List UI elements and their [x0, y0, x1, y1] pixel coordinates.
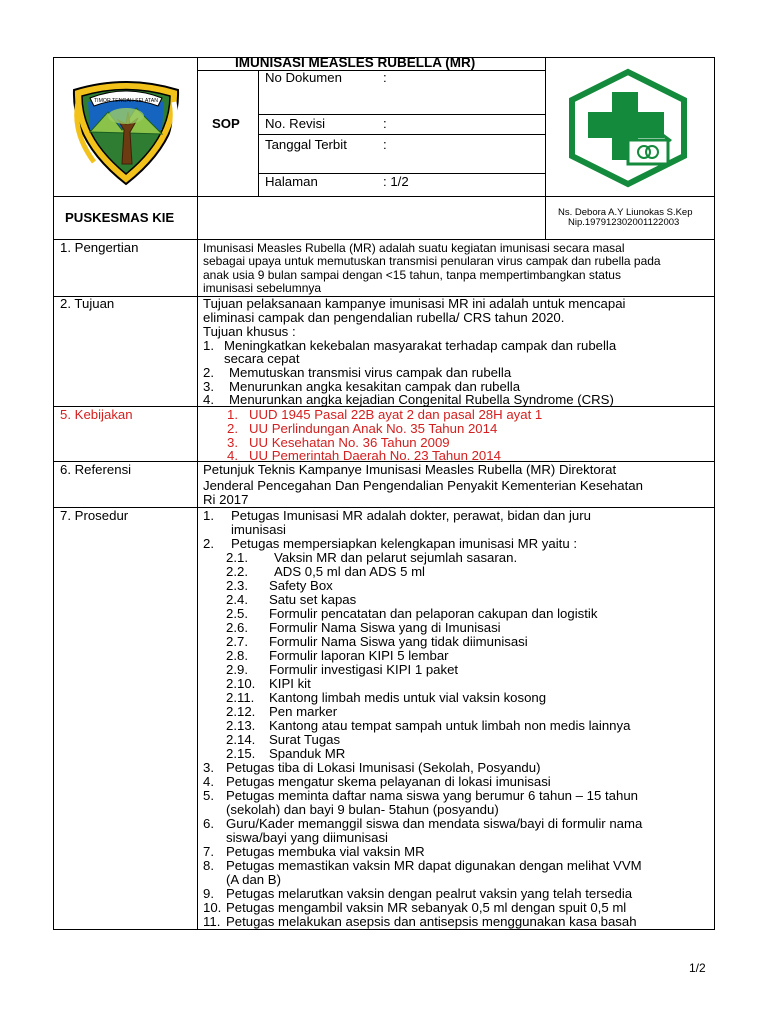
no-revisi-label: No. Revisi [265, 116, 326, 131]
tujuan-label: 2. Tujuan [60, 296, 115, 311]
document-title: IMUNISASI MEASLES RUBELLA (MR) [235, 55, 476, 70]
tujuan-line: eliminasi campak dan pengendalian rubella/ CRS tahun 2020. [203, 310, 565, 325]
prosedur-step-text: (A dan B) [226, 872, 281, 887]
tujuan-item-num: 1. [203, 338, 214, 353]
prosedur-subitem-text: KIPI kit [269, 676, 311, 691]
pengertian-line: imunisasi sebelumnya [203, 281, 322, 295]
prosedur-subitem-num: 2.13. [226, 718, 256, 733]
crest-ribbon-text: TIMOR TENGAH SELATAN [94, 98, 158, 104]
prosedur-subitem-num: 2.2. [226, 564, 248, 579]
prosedur-step-text: Petugas mempersiapkan kelengkapan imunisasi MR yaitu : [231, 536, 577, 551]
pengertian-line: sebagai upaya untuk memutuskan transmisi penularan virus campak dan rubella pada [203, 254, 661, 268]
prosedur-step-num: 4. [203, 774, 214, 789]
prosedur-subitem-num: 2.11. [226, 690, 255, 705]
prosedur-step-num: 1. [203, 508, 214, 523]
prosedur-step-num: 9. [203, 886, 214, 901]
tanggal-terbit-value: : [383, 137, 387, 152]
prosedur-subitem-num: 2.14. [226, 732, 256, 747]
tujuan-item-num: 3. [203, 379, 214, 394]
prosedur-subitem-num: 2.1. [226, 550, 248, 565]
prosedur-step-text: Petugas Imunisasi MR adalah dokter, perawat, bidan dan juru [231, 508, 591, 523]
kebijakan-item-num: 2. [227, 421, 238, 436]
page-number: 1/2 [689, 961, 706, 975]
prosedur-subitem-num: 2.7. [226, 634, 248, 649]
pengertian-label: 1. Pengertian [60, 240, 139, 255]
halaman-value: : 1/2 [383, 174, 409, 189]
referensi-line: Ri 2017 [203, 492, 249, 507]
prosedur-step-num: 6. [203, 816, 214, 831]
prosedur-step-text: Petugas melakukan asepsis dan antisepsis menggunakan kasa basah [226, 914, 637, 929]
prosedur-subitem-text: Formulir Nama Siswa yang di Imunisasi [269, 620, 501, 635]
tujuan-item-text: Menurunkan angka kesakitan campak dan rubella [229, 379, 521, 394]
prosedur-step-num: 7. [203, 844, 214, 859]
prosedur-subitem-text: Formulir Nama Siswa yang tidak diimunisasi [269, 634, 528, 649]
prosedur-label: 7. Prosedur [60, 508, 129, 523]
crest-tree-crown [108, 108, 144, 124]
prosedur-subitem-text: Kantong limbah medis untuk vial vaksin kosong [269, 690, 547, 705]
prosedur-subitem-num: 2.4. [226, 592, 248, 607]
prosedur-step-num: 2. [203, 536, 214, 551]
puskesmas-logo [566, 68, 690, 188]
prosedur-subitem-text: Surat Tugas [269, 732, 341, 747]
prosedur-subitem-num: 2.3. [226, 578, 248, 593]
prosedur-step-text: Petugas tiba di Lokasi Imunisasi (Sekolah, Posyandu) [226, 760, 541, 775]
halaman-label: Halaman [265, 174, 318, 189]
kebijakan-item-text: UUD 1945 Pasal 22B ayat 2 dan pasal 28H ayat 1 [249, 407, 543, 422]
kebijakan-item-text: UU Kesehatan No. 36 Tahun 2009 [249, 435, 450, 450]
tujuan-item-text: Memutuskan transmisi virus campak dan rubella [229, 365, 512, 380]
kebijakan-item-num: 3. [227, 435, 238, 450]
prosedur-subitem-num: 2.12. [226, 704, 256, 719]
prosedur-subitem-num: 2.8. [226, 648, 248, 663]
tanggal-terbit-label: Tanggal Terbit [265, 137, 347, 152]
tujuan-item-text: Menurunkan angka kejadian Congenital Rubella Syndrome (CRS) [229, 392, 614, 407]
tujuan-line: Tujuan pelaksanaan kampanye imunisasi MR ini adalah untuk mencapai [203, 296, 626, 311]
signer-nip: Nip.197912302001122003 [568, 217, 680, 228]
prosedur-subitem-text: Kantong atau tempat sampah untuk limbah non medis lainnya [269, 718, 631, 733]
district-crest-logo [66, 72, 186, 188]
referensi-line: Petunjuk Teknis Kampanye Imunisasi Measles Rubella (MR) Direktorat [203, 462, 617, 477]
prosedur-step-num: 5. [203, 788, 214, 803]
tujuan-item-num: 2. [203, 365, 214, 380]
kebijakan-item-num: 4. [227, 448, 238, 463]
prosedur-step-text: (sekolah) dan bayi 9 bulan- 5tahun (posyandu) [226, 802, 499, 817]
prosedur-step-num: 10. [203, 900, 222, 915]
prosedur-step-num: 8. [203, 858, 214, 873]
prosedur-step-text: Petugas mengatur skema pelayanan di lokasi imunisasi [226, 774, 551, 789]
prosedur-step-text: Petugas mengambil vaksin MR sebanyak 0,5 ml dengan spuit 0,5 ml [226, 900, 627, 915]
prosedur-step-text: imunisasi [231, 522, 286, 537]
prosedur-step-text: Guru/Kader memanggil siswa dan mendata siswa/bayi di formulir nama [226, 816, 643, 831]
pengertian-line: anak usia 9 bulan sampai dengan <15 tahun, tanpa mempertimbangkan status [203, 268, 621, 282]
puskesmas-name: PUSKESMAS KIE [65, 210, 175, 225]
prosedur-step-text: Petugas meminta daftar nama siswa yang berumur 6 tahun – 15 tahun [226, 788, 638, 803]
prosedur-step-text: Petugas membuka vial vaksin MR [226, 844, 425, 859]
no-revisi-value: : [383, 116, 387, 131]
prosedur-subitem-text: Safety Box [269, 578, 333, 593]
tujuan-line: Tujuan khusus : [203, 324, 296, 339]
referensi-label: 6. Referensi [60, 462, 132, 477]
prosedur-subitem-num: 2.9. [226, 662, 248, 677]
tujuan-item-text: Meningkatkan kekebalan masyarakat terhadap campak dan rubella [224, 338, 617, 353]
prosedur-subitem-text: ADS 0,5 ml dan ADS 5 ml [274, 564, 425, 579]
prosedur-subitem-num: 2.5. [226, 606, 248, 621]
kebijakan-item-num: 1. [227, 407, 238, 422]
prosedur-subitem-num: 2.15. [226, 746, 256, 761]
prosedur-step-text: siswa/bayi yang diimunisasi [226, 830, 388, 845]
sop-label: SOP [212, 116, 240, 131]
pengertian-line: Imunisasi Measles Rubella (MR) adalah suatu kegiatan imunisasi secara masal [203, 241, 625, 255]
prosedur-subitem-num: 2.10. [226, 676, 256, 691]
prosedur-subitem-text: Vaksin MR dan pelarut sejumlah sasaran. [274, 550, 518, 565]
kebijakan-item-text: UU Pemerintah Daerah No. 23 Tahun 2014 [249, 448, 501, 463]
prosedur-subitem-text: Formulir laporan KIPI 5 lembar [269, 648, 449, 663]
tujuan-item-text: secara cepat [224, 351, 300, 366]
prosedur-subitem-text: Satu set kapas [269, 592, 357, 607]
signer-name: Ns. Debora A.Y Liunokas S.Kep [558, 207, 693, 218]
prosedur-subitem-num: 2.6. [226, 620, 248, 635]
no-dokumen-label: No Dokumen [265, 70, 342, 85]
prosedur-subitem-text: Pen marker [269, 704, 338, 719]
prosedur-subitem-text: Spanduk MR [269, 746, 346, 761]
prosedur-subitem-text: Formulir investigasi KIPI 1 paket [269, 662, 459, 677]
prosedur-step-num: 3. [203, 760, 214, 775]
kebijakan-label: 5. Kebijakan [60, 407, 133, 422]
prosedur-subitem-text: Formulir pencatatan dan pelaporan cakupan dan logistik [269, 606, 598, 621]
kebijakan-item-text: UU Perlindungan Anak No. 35 Tahun 2014 [249, 421, 498, 436]
prosedur-step-text: Petugas melarutkan vaksin dengan pealrut vaksin yang telah tersedia [226, 886, 633, 901]
no-dokumen-value: : [383, 70, 387, 85]
referensi-line: Jenderal Pencegahan Dan Pengendalian Penyakit Kementerian Kesehatan [203, 478, 643, 493]
prosedur-step-text: Petugas memastikan vaksin MR dapat digunakan dengan melihat VVM [226, 858, 642, 873]
tujuan-item-num: 4. [203, 392, 214, 407]
prosedur-step-num: 11. [203, 914, 221, 929]
